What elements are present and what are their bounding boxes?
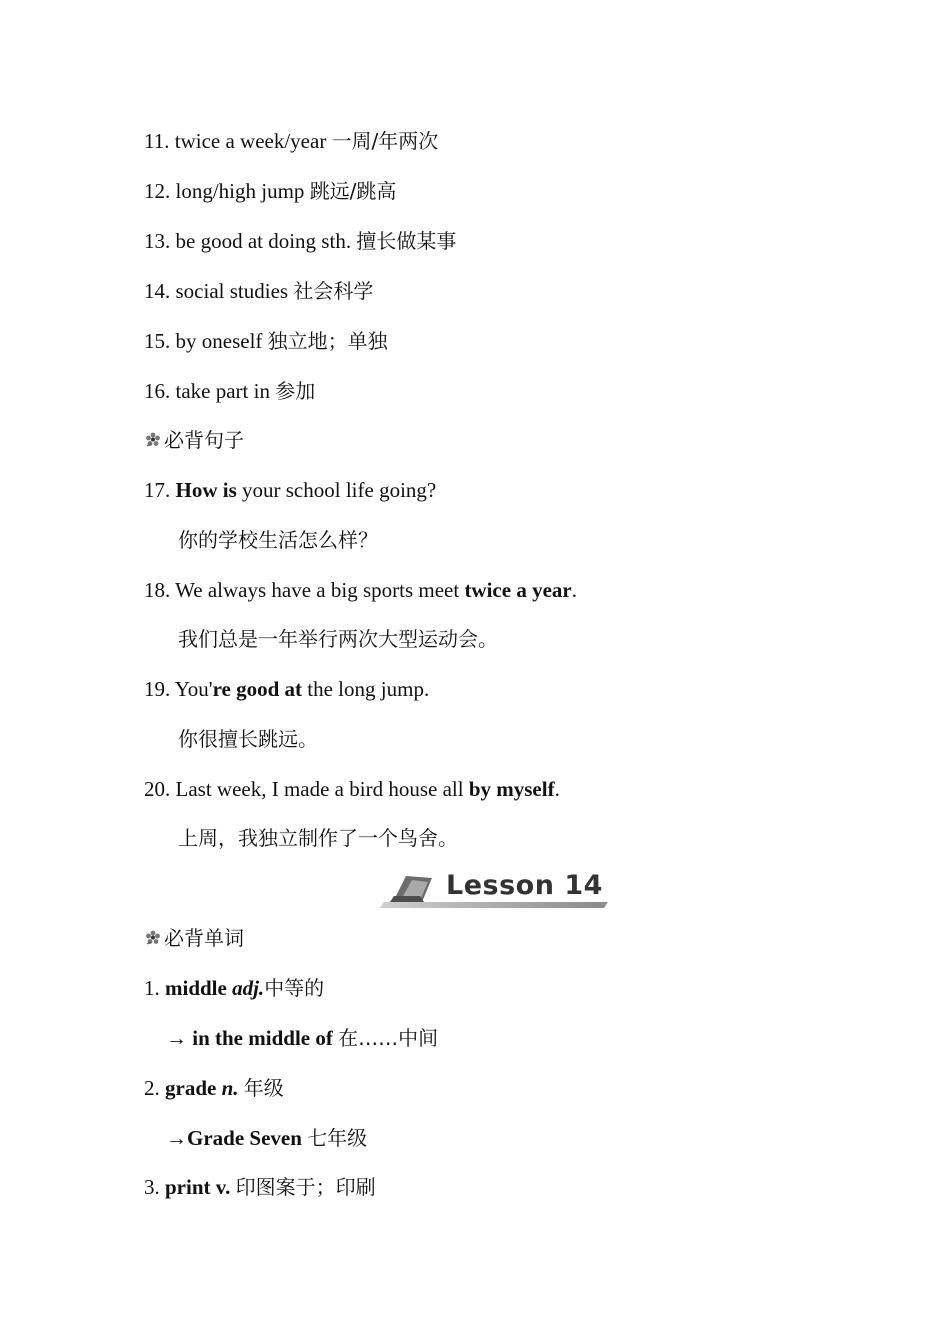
chinese-meaning: 跳远/跳高 bbox=[309, 179, 397, 203]
chinese-meaning: 独立地；单独 bbox=[267, 329, 388, 353]
chinese-meaning: 在……中间 bbox=[338, 1026, 439, 1050]
sentences-heading bbox=[144, 427, 244, 453]
part-of-speech: adj. bbox=[232, 976, 265, 1000]
sentence-text: your school life going? bbox=[236, 478, 437, 502]
sentence-17 bbox=[144, 477, 436, 503]
phrase-12 bbox=[144, 178, 396, 204]
arrow-icon: → bbox=[166, 1026, 187, 1050]
sentence-text: the long jump. bbox=[302, 677, 430, 701]
item-number: 17. bbox=[144, 478, 171, 502]
lesson-title: Lesson 14 bbox=[446, 870, 603, 901]
sentence-17-translation: 你的学校生活怎么样？ bbox=[178, 528, 378, 552]
vocab-word: grade bbox=[165, 1076, 217, 1100]
vocab-word: middle bbox=[165, 976, 227, 1000]
chinese-meaning: 七年级 bbox=[307, 1126, 368, 1150]
phrase-11 bbox=[144, 128, 438, 154]
item-number: 13. bbox=[144, 229, 171, 253]
english-phrase: social studies bbox=[175, 279, 289, 303]
chinese-meaning: 年级 bbox=[243, 1076, 284, 1100]
english-phrase: long/high jump bbox=[175, 179, 305, 203]
item-number: 12. bbox=[144, 179, 171, 203]
section-title: 必背句子 bbox=[164, 428, 244, 452]
item-number: 14. bbox=[144, 279, 171, 303]
lesson-banner bbox=[380, 868, 612, 908]
sentence-text: . bbox=[571, 578, 577, 602]
chinese-meaning: 参加 bbox=[275, 379, 316, 403]
derived-phrase: Grade Seven bbox=[187, 1126, 302, 1150]
word-3 bbox=[144, 1174, 376, 1200]
word-2 bbox=[144, 1075, 284, 1101]
bold-keyphrase: twice a year bbox=[464, 578, 572, 602]
item-number: 15. bbox=[144, 329, 171, 353]
chinese-meaning: 一周/年两次 bbox=[331, 129, 439, 153]
chinese-meaning: 中等的 bbox=[264, 976, 325, 1000]
sentence-18-translation: 我们总是一年举行两次大型运动会。 bbox=[178, 627, 498, 651]
bold-keyphrase: How is bbox=[175, 478, 237, 502]
item-number: 11. bbox=[144, 129, 170, 153]
sentence-text: . bbox=[554, 777, 560, 801]
sentence-20-translation: 上周，我独立制作了一个鸟舍。 bbox=[178, 826, 458, 850]
sentence-text: You' bbox=[174, 677, 213, 701]
item-number: 19. bbox=[144, 677, 171, 701]
part-of-speech: n. bbox=[221, 1076, 239, 1100]
sentence-20 bbox=[144, 776, 560, 802]
item-number: 16. bbox=[144, 379, 171, 403]
part-of-speech: v. bbox=[215, 1175, 231, 1199]
phrase-13 bbox=[144, 228, 456, 254]
english-phrase: by oneself bbox=[175, 329, 263, 353]
item-number: 20. bbox=[144, 777, 171, 801]
chinese-meaning: 擅长做某事 bbox=[356, 229, 457, 253]
sentence-18 bbox=[144, 577, 577, 603]
item-number: 1. bbox=[144, 976, 160, 1000]
english-phrase: twice a week/year bbox=[174, 129, 327, 153]
english-phrase: take part in bbox=[175, 379, 270, 403]
section-title: 必背单词 bbox=[164, 926, 244, 950]
flower-icon bbox=[144, 431, 162, 449]
word-1 bbox=[144, 975, 324, 1001]
chinese-meaning: 社会科学 bbox=[293, 279, 374, 303]
item-number: 3. bbox=[144, 1175, 160, 1199]
derived-phrase: in the middle of bbox=[192, 1026, 333, 1050]
phrase-15 bbox=[144, 328, 388, 354]
item-number: 2. bbox=[144, 1076, 160, 1100]
arrow-icon: → bbox=[166, 1126, 187, 1150]
phrase-16 bbox=[144, 378, 315, 404]
sentence-19-translation: 你很擅长跳远。 bbox=[178, 727, 318, 751]
sentence-text: We always have a big sports meet bbox=[175, 578, 465, 602]
words-heading bbox=[144, 925, 244, 951]
item-number: 18. bbox=[144, 578, 171, 602]
word-2-derived bbox=[166, 1125, 367, 1151]
bold-keyphrase: re good at bbox=[212, 677, 303, 701]
sentence-text: Last week, I made a bird house all bbox=[175, 777, 469, 801]
vocab-word: print bbox=[165, 1175, 211, 1199]
chinese-meaning: 印图案于；印刷 bbox=[235, 1175, 376, 1199]
word-1-derived bbox=[166, 1025, 438, 1051]
sentence-19 bbox=[144, 676, 429, 702]
phrase-14 bbox=[144, 278, 373, 304]
flower-icon bbox=[144, 929, 162, 947]
bold-keyphrase: by myself bbox=[468, 777, 555, 801]
english-phrase: be good at doing sth. bbox=[175, 229, 352, 253]
